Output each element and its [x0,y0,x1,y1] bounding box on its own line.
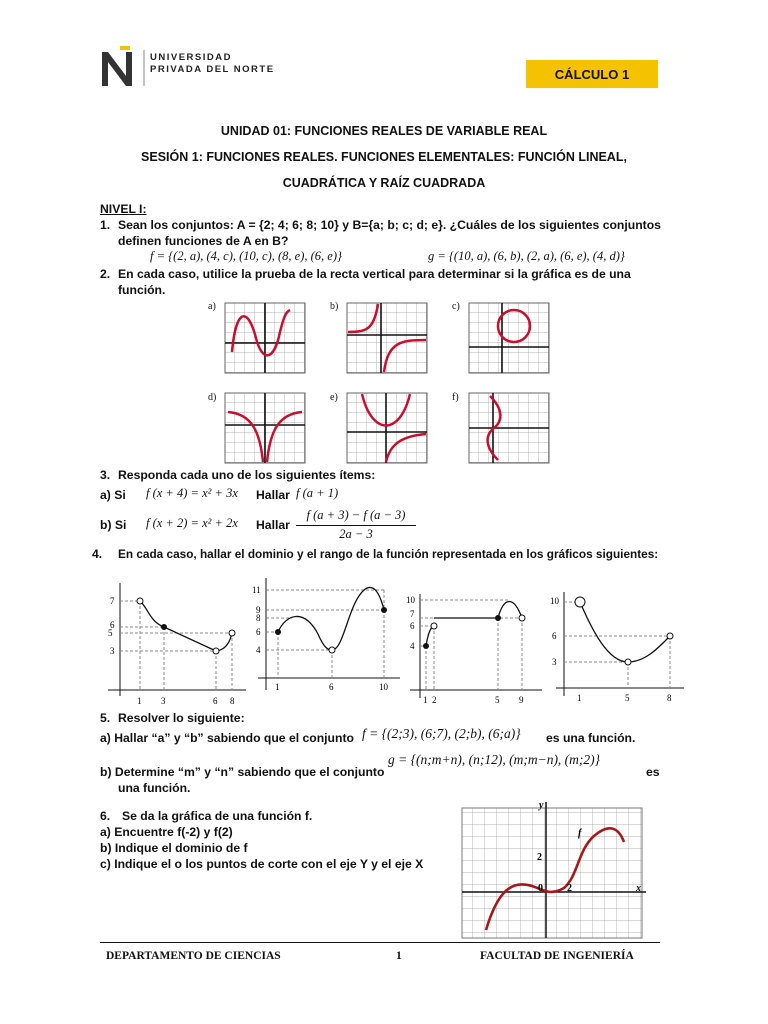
g2-y-8: 8 [256,613,261,623]
vertical-test-graph-e [346,392,428,464]
g4-x-1: 1 [577,693,582,703]
g3-x-2: 2 [432,695,437,705]
q3a-expression: f (x + 4) = x² + 3x [146,486,238,500]
graph-label-b: b) [330,301,339,312]
q1-line1: Sean los conjuntos: A = {2; 4; 6; 8; 10} y B={a; b; c; d; e}. ¿Cuáles de los siguientes conjuntos [118,218,661,232]
g2-x-6: 6 [329,682,334,692]
q3a-prefix: a) Si [100,488,126,502]
q2-line1: En cada caso, utilice la prueba de la recta vertical para determinar si la gráfica es de una [118,267,631,281]
vertical-test-graph-f [468,392,550,464]
q5-text: Resolver lo siguiente: [118,711,245,725]
q1-set-g: g = {(10, a), (6, b), (2, a), (6, e), (4, d)} [428,249,625,263]
f-tick-0: 0 [538,883,543,894]
domain-range-graph-1 [100,578,248,710]
q3a-target: f (a + 1) [296,486,339,500]
q5b-set: g = {(n;m+n), (n;12), (m;m−n), (m;2)} [388,752,601,767]
g1-y-7: 7 [110,596,115,606]
g1-x-8: 8 [230,696,235,706]
q1-set-f: f = {(2, a), (4, c), (10, c), (8, e), (6, e)} [150,249,342,263]
q2-line2: función. [118,283,166,297]
q3b-fraction-bar [296,525,416,526]
g4-x-5: 5 [625,693,630,703]
q3b-expression: f (x + 2) = x² + 2x [146,516,238,530]
g4-x-8: 8 [667,693,672,703]
domain-range-graph-2 [252,574,402,710]
q1-number: 1. [100,218,111,232]
q4-number: 4. [92,547,103,561]
q2-number: 2. [100,267,111,281]
g3-x-1: 1 [423,695,428,705]
q5-number: 5. [100,711,111,725]
graph-label-a: a) [208,301,216,312]
vertical-test-graph-b [346,302,428,374]
q6-number: 6. [100,809,111,823]
unit-title: UNIDAD 01: FUNCIONES REALES DE VARIABLE REAL [220,124,548,138]
g2-x-10: 10 [379,682,388,692]
q3b-numerator: f (a + 3) − f (a − 3) [306,508,406,522]
course-badge: CÁLCULO 1 [526,60,658,88]
g1-y-3: 3 [110,646,115,656]
q3-number: 3. [100,468,111,482]
q5b-end: es [646,765,660,779]
g3-y-6: 6 [410,621,415,631]
graph-label-e: e) [330,392,338,403]
g4-y-6: 6 [552,631,557,641]
q3b-hallar: Hallar [256,518,290,532]
q6-text: Se da la gráfica de una función f. [122,809,313,823]
g2-y-11: 11 [252,585,261,595]
vertical-test-graph-d [224,392,306,464]
g3-y-10: 10 [406,595,415,605]
session-title-line1: SESIÓN 1: FUNCIONES REALES. FUNCIONES ELEMENTALES: FUNCIÓN LINEAL, [141,150,627,164]
g1-x-1: 1 [137,696,142,706]
g3-y-4: 4 [410,641,415,651]
q3-text: Responda cada uno de los siguientes ítems: [118,468,376,482]
session-title-line2: CUADRÁTICA Y RAÍZ CUADRADA [282,176,486,190]
g1-x-3: 3 [161,696,166,706]
domain-range-graph-4 [548,590,688,710]
g1-x-6: 6 [213,696,218,706]
q5a-text: a) Hallar “a” y “b” sabiendo que el conjunto [100,731,354,745]
university-line1: UNIVERSIDAD [150,52,232,63]
footer-department: DEPARTAMENTO DE CIENCIAS [106,950,281,962]
f-axis-y: y [539,800,544,811]
level-heading: NIVEL I: [100,202,147,216]
university-line2: PRIVADA DEL NORTE [150,64,275,75]
q1-line2: definen funciones de A en B? [118,234,289,248]
q6c: c) Indique el o los puntos de corte con el eje Y y el eje X [100,857,424,871]
g2-y-6: 6 [256,627,261,637]
footer-divider [100,942,660,943]
q4-text: En cada caso, hallar el dominio y el rango de la función representada en los gráficos siguientes: [118,547,659,561]
q3a-hallar: Hallar [256,488,290,502]
f-axis-x: x [636,883,641,894]
university-name [150,52,275,76]
graph-label-d: d) [208,392,217,403]
g1-y-6: 6 [110,620,115,630]
g4-y-3: 3 [552,657,557,667]
f-tick-x2: 2 [567,883,572,894]
graph-label-f: f) [452,392,459,403]
g2-y-4: 4 [256,645,261,655]
q3b-prefix: b) Si [100,518,127,532]
q6b: b) Indique el dominio de f [100,841,248,855]
g2-x-1: 1 [275,682,280,692]
g3-x-5: 5 [495,695,500,705]
q5a-set: f = {(2;3), (6;7), (2;b), (6;a)} [362,726,521,741]
q6a: a) Encuentre f(-2) y f(2) [100,825,233,839]
domain-range-graph-3 [404,590,544,710]
vertical-test-graph-c [468,302,550,374]
function-f-graph [460,800,650,940]
f-tick-y2: 2 [537,852,542,863]
q5a-end: es una función. [546,731,636,745]
g4-y-10: 10 [550,596,559,606]
f-curve-label: f [578,828,582,839]
g3-x-9: 9 [519,695,524,705]
q5b-line2: una función. [118,781,191,795]
q5b-text: b) Determine “m” y “n” sabiendo que el conjunto [100,765,385,779]
q3b-denominator: 2a − 3 [339,527,373,541]
vertical-test-graph-a [224,302,306,374]
footer-faculty: FACULTAD DE INGENIERÍA [480,950,634,962]
footer-page-number: 1 [396,950,402,962]
g3-y-7: 7 [410,609,415,619]
graph-label-c: c) [452,301,460,312]
g1-y-5: 5 [108,628,113,638]
g2-y-9: 9 [256,605,261,615]
